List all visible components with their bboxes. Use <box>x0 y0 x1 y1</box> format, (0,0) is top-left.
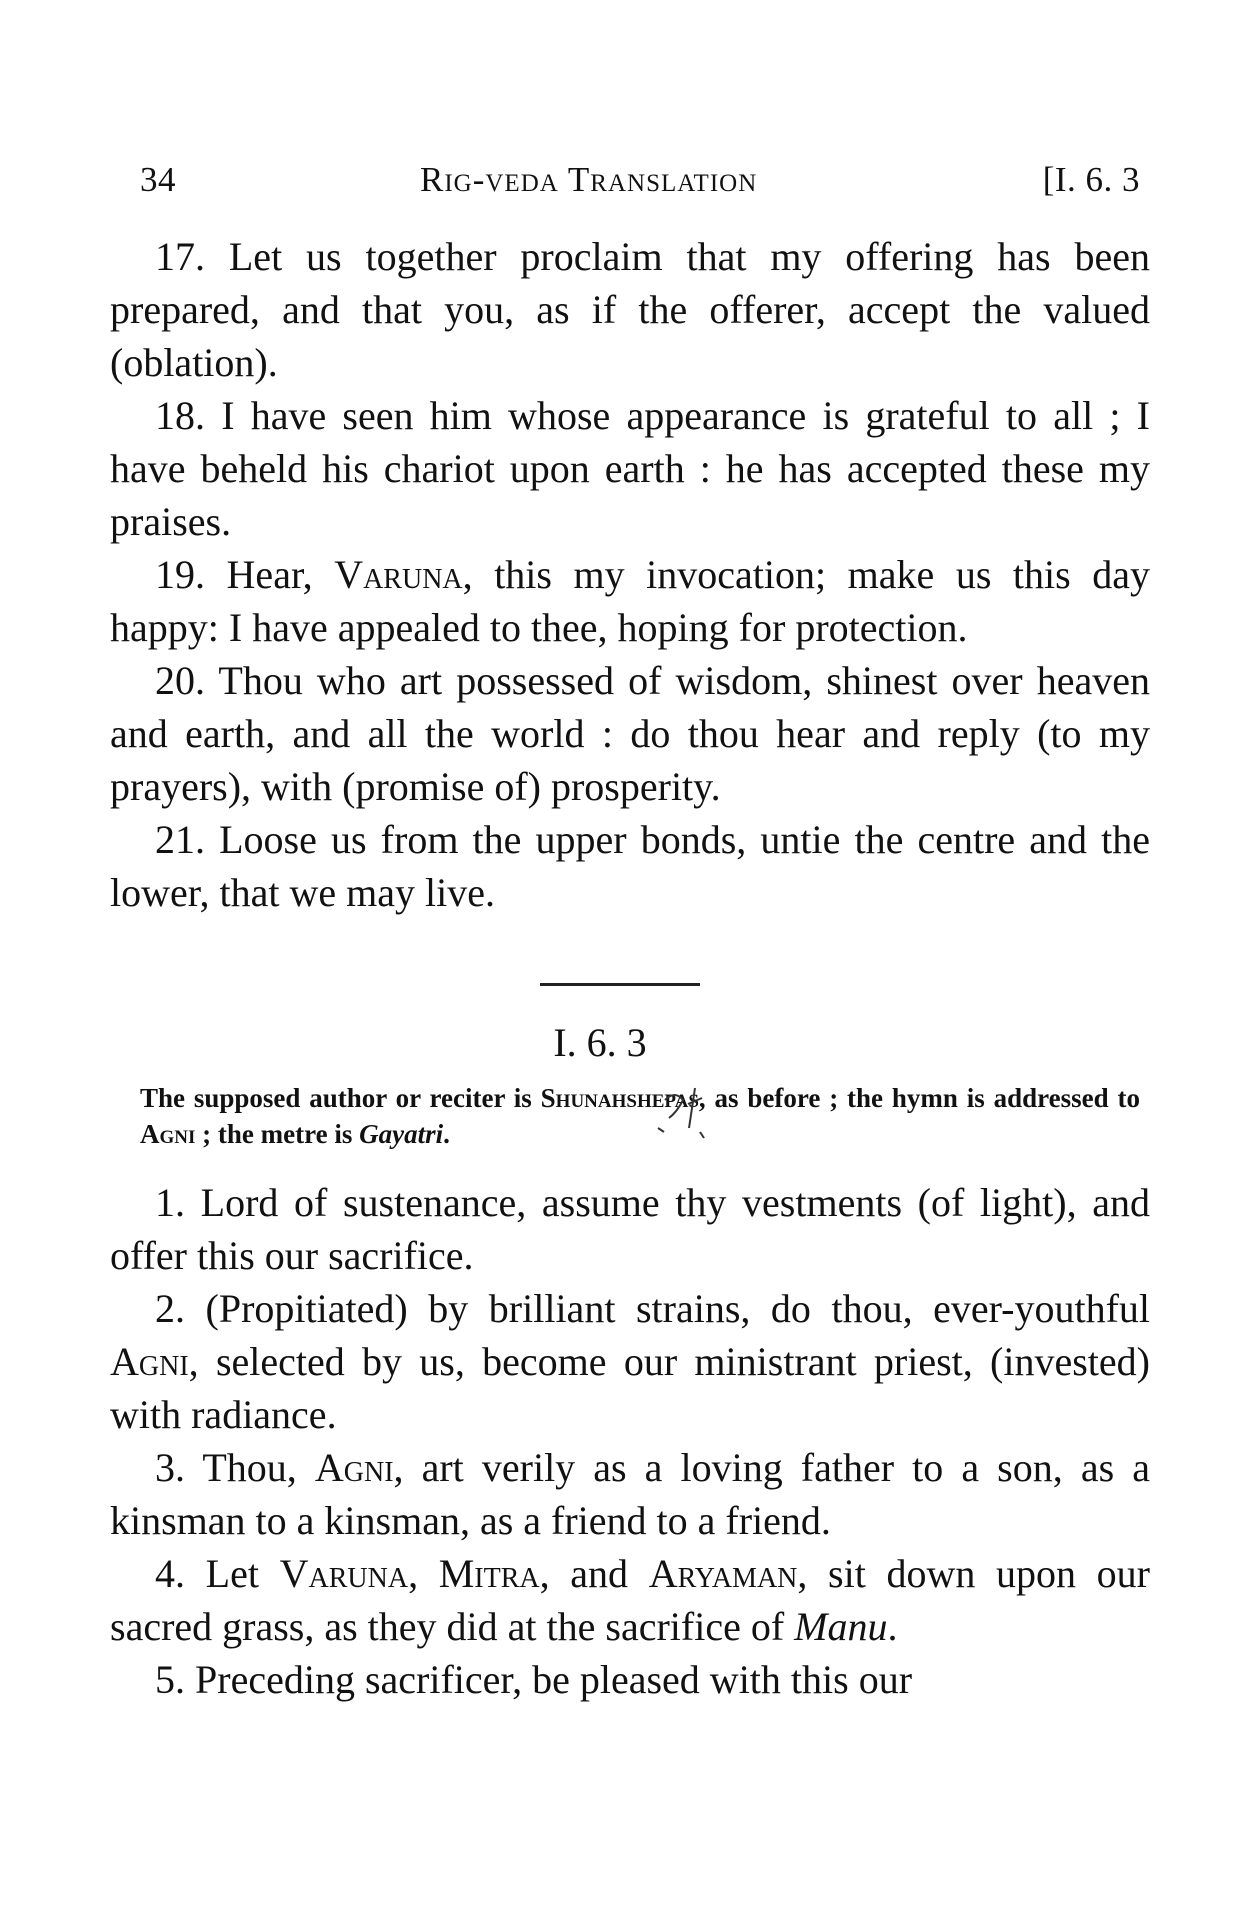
verse-19: 19. Hear, Varuna, this my invocation; make us this day happy: I have appealed to thee, hoping for protection. <box>110 552 1151 650</box>
verse-2: 2. (Propitiated) by brilliant strains, do thou, ever-youthful Agni, selected by us, become our ministrant priest, (invested) with radiance. <box>110 1286 1151 1437</box>
sage-name: Manu <box>794 1604 888 1649</box>
deity-name: Agni <box>140 1119 196 1149</box>
hymn-reference: [I. 6. 3 <box>1042 160 1140 199</box>
verse-3: 3. Thou, Agni, art verily as a loving father to a son, as a kinsman to a kinsman, as a friend to a friend. <box>110 1445 1150 1543</box>
verse-21: 21. Loose us from the upper bonds, untie the centre and the lower, that we may live. <box>110 817 1151 915</box>
divider-rule <box>540 983 700 986</box>
verse-4: 4. Let Varuna, Mitra, and Aryaman, sit down upon our sacred grass, as they did at the sacrifice of Manu. <box>110 1551 1151 1649</box>
deity-name: Varuna <box>279 1551 409 1596</box>
metre-name: Gayatri <box>359 1119 444 1149</box>
hymn-note: The supposed author or reciter is Shunahshepas, as before ; the hymn is addressed to Agni ; the metre is Gayatri. <box>140 1083 1140 1149</box>
handwritten-mark <box>650 1080 770 1150</box>
verse-20: 20. Thou who art possessed of wisdom, shinest over heaven and earth, and all the world : do thou hear and reply (to my prayers), with (promise of) prosperity. <box>110 658 1150 809</box>
deity-name: Aryaman <box>648 1551 798 1596</box>
section-divider <box>110 959 1150 1015</box>
verses-bottom <box>110 1176 1150 1706</box>
verse-5: 5. Preceding sacrificer, be pleased with this our <box>155 1657 913 1702</box>
deity-name: Mitra <box>438 1551 540 1596</box>
running-title: Rig-veda Translation <box>420 160 758 199</box>
page <box>110 150 1150 1706</box>
author-name: Shunahshepas <box>540 1083 699 1113</box>
deity-name: Agni <box>110 1339 189 1384</box>
deity-name: Varuna <box>334 552 463 597</box>
deity-name: Agni <box>314 1445 394 1490</box>
page-number: 34 <box>140 160 176 199</box>
hymn-heading: I. 6. 3 <box>553 1020 647 1065</box>
verse-18: 18. I have seen him whose appearance is grateful to all ; I have beheld his chariot upon earth : he has accepted these my praises. <box>110 393 1150 544</box>
verse-1: 1. Lord of sustenance, assume thy vestments (of light), and offer this our sacrifice. <box>110 1180 1150 1278</box>
running-head <box>110 150 1150 210</box>
verse-17: 17. Let us together proclaim that my offering has been prepared, and that you, as if the offerer, accept the valued (oblation). <box>110 234 1150 385</box>
verses-top <box>110 230 1150 919</box>
